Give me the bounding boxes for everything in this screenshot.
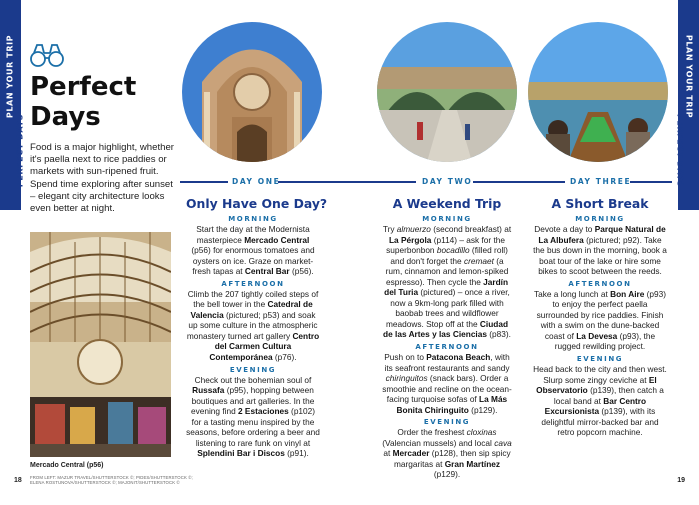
cathedral-photo	[182, 22, 322, 162]
divider-line	[278, 181, 416, 183]
page-title	[30, 72, 180, 132]
right-tab-label: PLAN YOUR TRIP	[684, 34, 694, 119]
day-two-morning-heading: MORNING	[422, 215, 472, 223]
day-three-morning-heading: MORNING	[575, 215, 625, 223]
day-three-afternoon-text: Take a long lunch at Bon Aire (p93) to enjoy the perfect paella surrounded by rice paddies. Finish with a swim on the dune-backed coast of La Devesa (p93), the rugged rewilding project.	[533, 288, 667, 352]
day-two-evening-heading: EVENING	[423, 418, 471, 427]
day-three-afternoon-heading: AFTERNOON	[568, 279, 632, 288]
page-number-right: 19	[677, 477, 685, 484]
divider-line	[630, 181, 672, 183]
page-title-line1: Perfect	[30, 72, 137, 102]
day-three-evening-text: Head back to the city and then west. Slurp some zingy ceviche at El Observatorio (p139), then catch a local band at Bar Centro Excursionista (p139), with its delightful mirror-backed bar and retro popcorn machine.	[533, 364, 667, 438]
day-one-afternoon-text: Climb the 207 tightly coiled steps of the bell tower in the Catedral de Valencia (pictured; p53) and soak up some culture in the atmospheric monastery turned art gallery Centro del Carmen Cultura Contemporánea (p76).	[186, 288, 320, 363]
day-one-evening-text: Check out the bohemian soul of Russafa (p95), hopping between boutiques and art galleries. In the evening find 2 Estaciones (p102) for a tasting menu inspired by the seasons, before ordering a beer and listening to rare funk on vinyl at Splendini Bar i Discos (p91).	[186, 374, 320, 459]
intro-text: Food is a major highlight, whether it's paella next to rice paddies or markets with sun-ripened fruit. Spend time exploring after sunset – elegant city architecture looks even better at night.	[30, 142, 174, 215]
day-one-morning-heading: MORNING	[228, 215, 278, 223]
day-two-evening-text: Order the freshest cloxinas (Valencian mussels) and local cava at Mercader (p128), then sip spicy margaritas at Gran Martínez (p129).	[382, 427, 512, 480]
photo-caption: Mercado Central (p56)	[30, 462, 104, 469]
day-three-column	[533, 196, 667, 438]
day-three-evening-heading: EVENING	[576, 355, 624, 364]
day-two-label: DAY TWO	[422, 177, 473, 186]
mercado-central-photo	[30, 232, 171, 457]
right-section-label: PERFECT DAYS	[675, 113, 685, 188]
day-one-title: Only Have One Day?	[186, 196, 328, 211]
day-one-evening-heading: EVENING	[229, 365, 277, 374]
day-two-afternoon-heading: AFTERNOON	[415, 343, 479, 352]
day-one-label: DAY ONE	[232, 177, 281, 186]
day-one-afternoon-heading: AFTERNOON	[221, 279, 285, 288]
bridge-park-photo	[377, 22, 517, 162]
page-number-left: 18	[14, 477, 22, 484]
day-three-label: DAY THREE	[570, 177, 632, 186]
day-two-column	[381, 196, 513, 480]
day-two-morning-text: Try almuerzo (second breakfast) at La Pérgola (p114) – ask for the superbonbon bocadillo (filled roll) and don't forget the cremaet (a rum, cinnamon and lemon-spiked espresso). Then cycle the Jardín del Turia (pictured) – once a river, now a 9km-long park filled with baobab trees and wildflower meadows. Stop off at the Ciudad de las Artes y las Ciencias (p83).	[382, 224, 512, 340]
divider-line	[473, 181, 565, 183]
day-two-title: A Weekend Trip	[392, 196, 502, 211]
left-section-label: PERFECT DAYS	[15, 113, 25, 188]
binoculars-icon	[30, 42, 64, 68]
page-title-line2: Days	[30, 102, 101, 132]
day-three-morning-text: Devote a day to Parque Natural de La Albufera (pictured; p92). Take the bus down in the morning, book a boat tour of the lake or hire some bikes to scoot between the reeds.	[533, 224, 667, 277]
day-two-afternoon-text: Push on to Patacona Beach, with its seafront restaurants and sandy chiringuitos (snack bars). Order a smoothie and recline on the ocean-facing turquoise sofas of La Más Bonita Chiringuito (p129).	[382, 352, 512, 415]
divider-line	[180, 181, 228, 183]
photo-credits: FROM LEFT: MAZUR TRAVEL/SHUTTERSTOCK ©; PIDES/SHUTTERSTOCK ©; ELENA ROSTUNOVA/SHUTTERSTOCK ©; MAJONIT/SHUTTERSTOCK ©	[30, 475, 193, 486]
left-tab-label: PLAN YOUR TRIP	[5, 34, 15, 119]
day-one-morning-text: Start the day at the Modernista masterpiece Mercado Central (p56) for enormous tomatoes and oysters on ice. Graze on market-fresh tapas at Central Bar (p56).	[191, 224, 315, 277]
albufera-boat-photo	[528, 22, 668, 162]
day-one-column	[186, 196, 328, 459]
day-three-title: A Short Break	[551, 196, 649, 211]
